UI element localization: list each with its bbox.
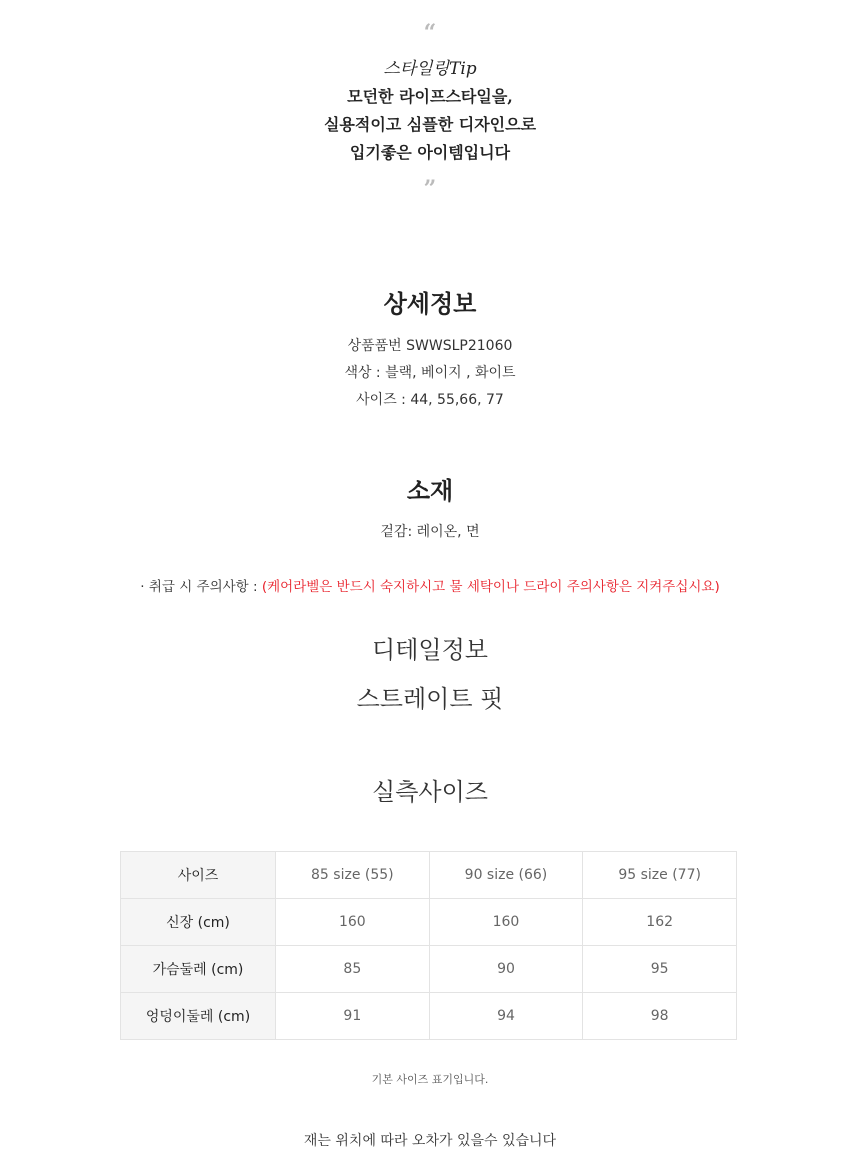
header-cell: 95 size (77)	[583, 852, 737, 899]
table-cell: 162	[583, 899, 737, 946]
size-table	[120, 851, 737, 1040]
detail-info-title: 디테일정보	[372, 636, 488, 664]
size-note: 기본 사이즈 표기입니다.	[371, 1073, 489, 1086]
table-header-row	[121, 852, 737, 899]
styling-tip-line-1: 모던한 라이프스타일을,	[347, 87, 513, 106]
table-cell: 91	[276, 993, 430, 1040]
table-cell: 94	[429, 993, 583, 1040]
table-row	[121, 899, 737, 946]
open-quote-icon: “	[423, 20, 437, 46]
care-notice	[0, 575, 860, 595]
header-cell: 사이즈	[121, 852, 276, 899]
fit-type: 스트레이트 핏	[356, 685, 504, 713]
styling-tip-line-2: 실용적이고 심플한 디자인으로	[323, 115, 537, 134]
care-label: · 취급 시 주의사항 :	[140, 579, 262, 595]
styling-tip-line-3: 입기좋은 아이템입니다	[349, 143, 511, 162]
table-cell: 90	[429, 946, 583, 993]
row-label: 가슴둘레 (cm)	[121, 946, 276, 993]
details-title: 상세정보	[383, 290, 477, 318]
measure-title: 실측사이즈	[372, 778, 488, 806]
styling-tip-title: 스타일링Tip	[383, 59, 477, 79]
material-title: 소재	[406, 477, 454, 505]
product-sizes: 사이즈 : 44, 55,66, 77	[356, 392, 504, 408]
material-outer: 겉감: 레이온, 면	[380, 524, 480, 540]
product-colors: 색상 : 블랙, 베이지 , 화이트	[344, 365, 516, 381]
header-cell: 85 size (55)	[276, 852, 430, 899]
row-label: 엉덩이둘레 (cm)	[121, 993, 276, 1040]
row-label: 신장 (cm)	[121, 899, 276, 946]
product-code: 상품품번 SWWSLP21060	[347, 338, 513, 354]
table-cell: 160	[276, 899, 430, 946]
measurement-disclaimer: 재는 위치에 따라 오차가 있을수 있습니다	[303, 1133, 557, 1149]
table-cell: 160	[429, 899, 583, 946]
table-cell: 98	[583, 993, 737, 1040]
table-cell: 85	[276, 946, 430, 993]
header-cell: 90 size (66)	[429, 852, 583, 899]
table-row	[121, 993, 737, 1040]
close-quote-icon: ”	[423, 176, 437, 202]
table-row	[121, 946, 737, 993]
table-cell: 95	[583, 946, 737, 993]
care-text: (케어라벨은 반드시 숙지하시고 물 세탁이나 드라이 주의사항은 지켜주십시요)	[261, 579, 720, 595]
